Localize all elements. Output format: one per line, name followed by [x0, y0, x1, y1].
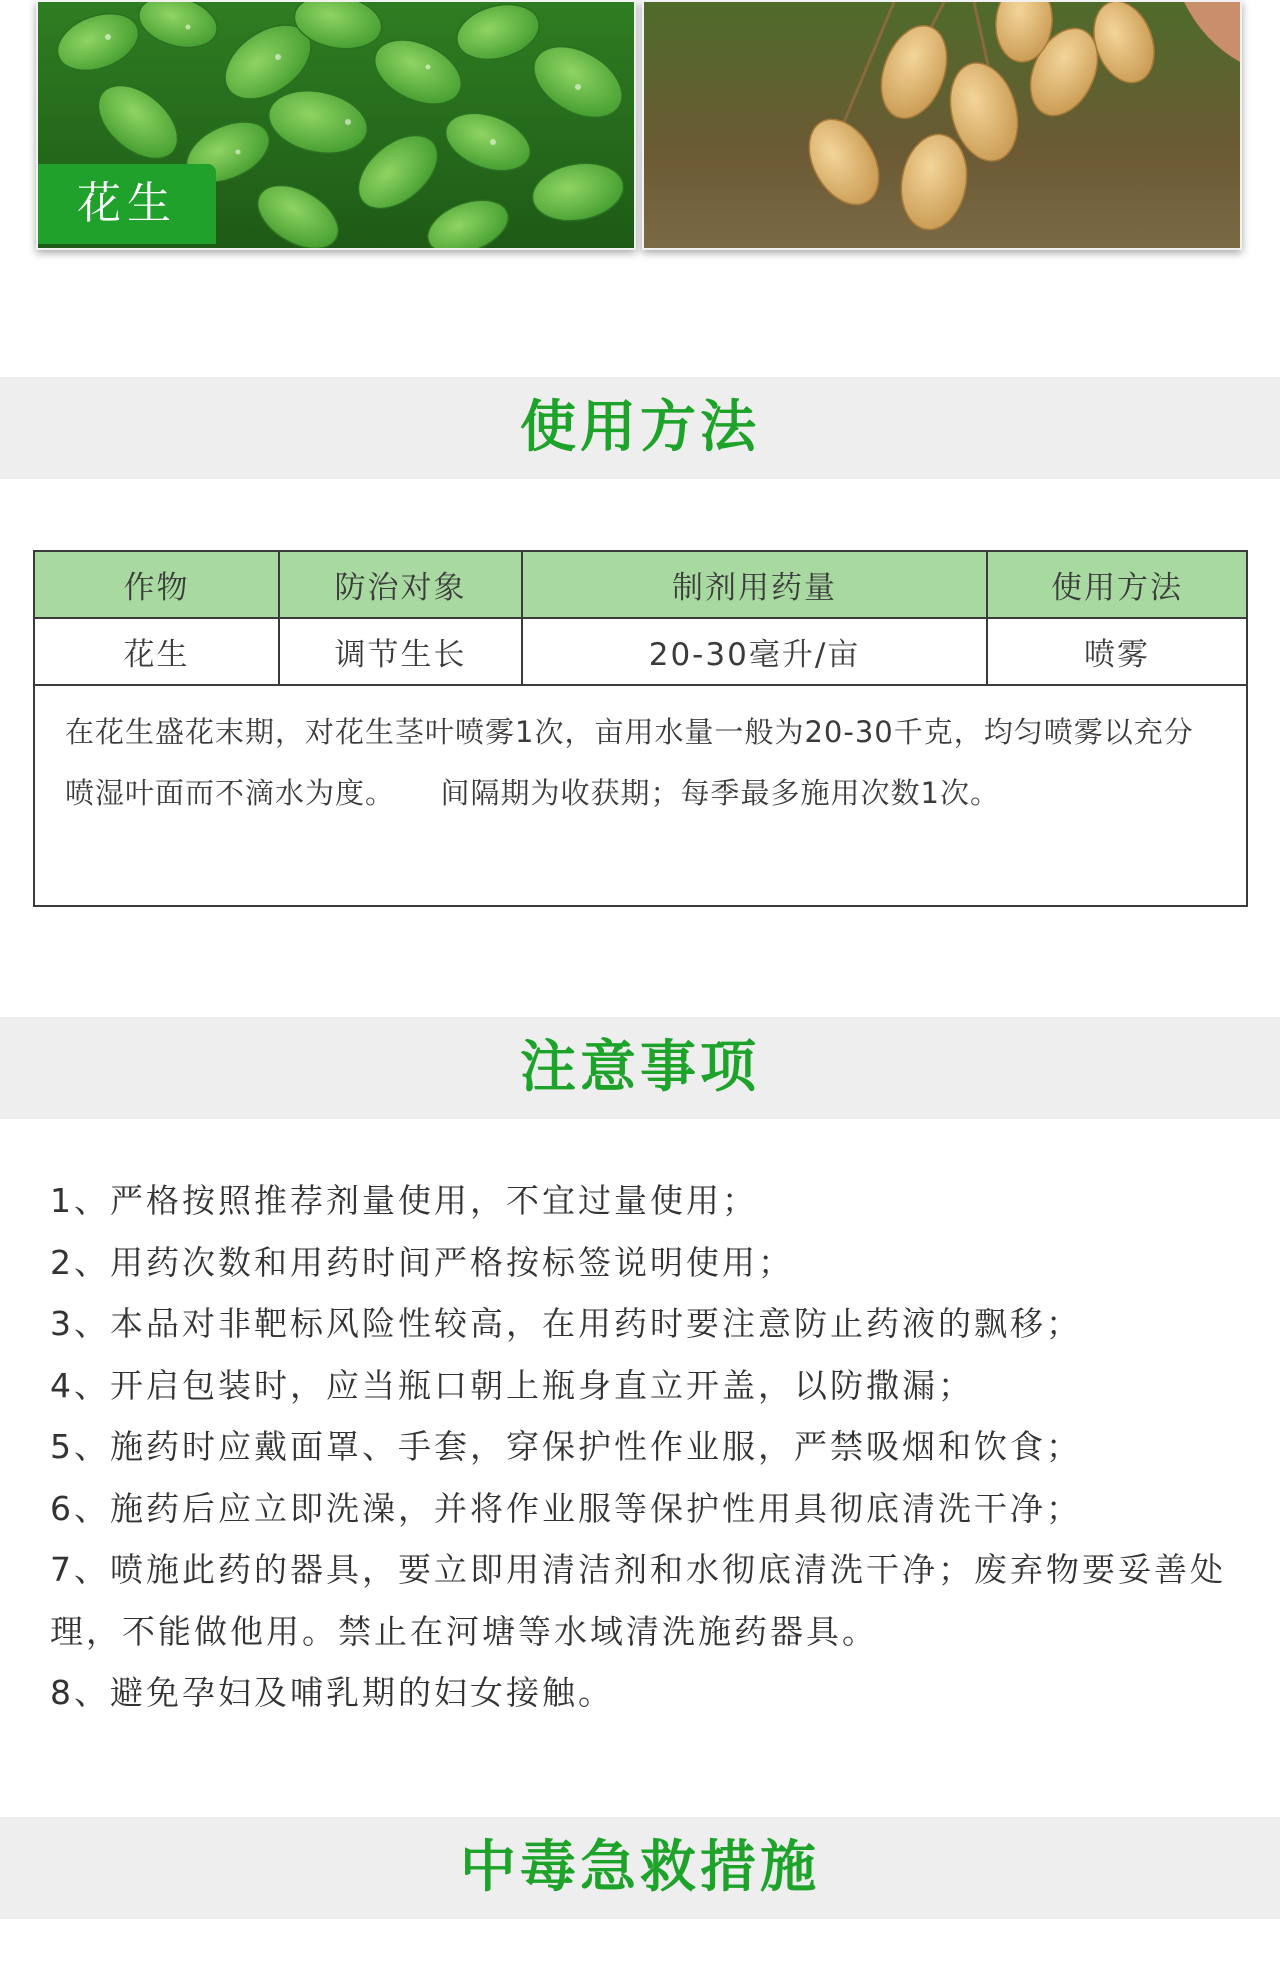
- list-item: 2、用药次数和用药时间严格按标签说明使用；: [50, 1242, 794, 1282]
- peanut-leaves-photo: [36, 0, 636, 250]
- table-header-row: [35, 552, 1246, 619]
- usage-note: 在花生盛花末期，对花生茎叶喷雾1次，亩用水量一般为20-30千克，均匀喷雾以充分喷湿叶面而不滴水为度。 间隔期为收获期；每季最多施用次数1次。: [65, 715, 1194, 810]
- precautions-list: [50, 1170, 1240, 1724]
- header-target: 防治对象: [280, 552, 523, 617]
- first-aid-section-header: [0, 1817, 1280, 1919]
- list-item: 8、避免孕妇及哺乳期的妇女接触。: [50, 1673, 614, 1712]
- crop-tag: 花生: [38, 164, 216, 244]
- list-item: 5、施药时应戴面罩、手套，穿保护性作业服，严禁吸烟和饮食；: [50, 1427, 1082, 1466]
- list-item: 7、喷施此药的器具，要立即用清洁剂和水彻底清洗干净；废弃物要妥善处理，不能做他用。禁止在河塘等水域清洗施药器具。: [50, 1550, 1226, 1651]
- first-aid-title: 中毒急救措施: [460, 1835, 820, 1900]
- crop-photos: [30, 0, 1250, 258]
- cell-target: 调节生长: [280, 619, 523, 684]
- list-item: 3、本品对非靶标风险性较高，在用药时要注意防止药液的飘移；: [50, 1304, 1082, 1343]
- list-item: 1、严格按照推荐剂量使用，不宜过量使用；: [50, 1181, 758, 1220]
- precautions-title: 注意事项: [520, 1035, 760, 1100]
- usage-title: 使用方法: [520, 395, 760, 460]
- header-dosage: 制剂用药量: [523, 552, 988, 617]
- peanut-pods-photo: [642, 0, 1242, 250]
- usage-section-header: [0, 377, 1280, 479]
- list-item: 6、施药后应立即洗澡，并将作业服等保护性用具彻底清洗干净；: [50, 1488, 1082, 1528]
- list-item: 4、开启包装时，应当瓶口朝上瓶身直立开盖，以防撒漏；: [50, 1365, 974, 1405]
- cell-method: 喷雾: [1084, 637, 1150, 673]
- header-crop: 作物: [35, 552, 280, 617]
- header-method: 使用方法: [1051, 570, 1183, 606]
- cell-crop: 花生: [35, 619, 280, 684]
- table-row: [35, 619, 1246, 686]
- precautions-section-header: [0, 1017, 1280, 1119]
- cell-dosage: 20-30毫升/亩: [523, 619, 988, 684]
- usage-table: [33, 550, 1248, 907]
